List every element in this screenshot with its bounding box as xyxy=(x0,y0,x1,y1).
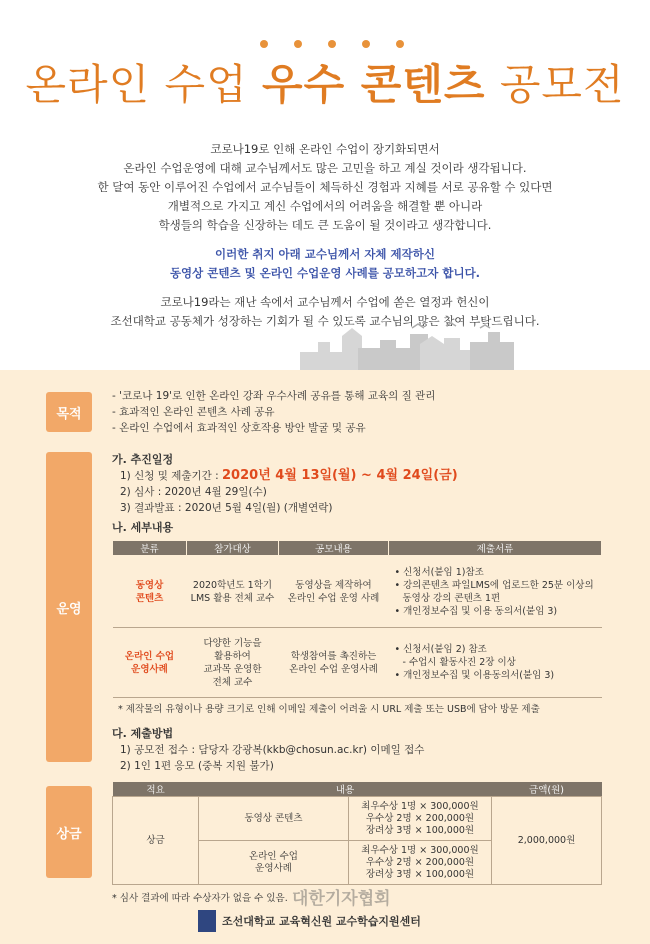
title-highlight: 우수 콘텐츠 xyxy=(262,60,486,109)
intro-line: 학생들의 학습을 신장하는 데도 큰 도움이 될 것이라고 생각합니다. xyxy=(158,218,492,232)
purpose-item: - 온라인 수업에서 효과적인 상호작용 방안 발굴 및 공유 xyxy=(112,422,366,434)
detail-table xyxy=(112,540,602,698)
page-title xyxy=(0,52,650,112)
title-part1: 온라인 수업 xyxy=(25,60,262,109)
footer xyxy=(198,910,421,932)
prize-note: * 심사 결과에 따라 수상자가 없을 수 있음. xyxy=(112,893,288,904)
university-logo-icon xyxy=(198,910,216,932)
operation-section xyxy=(112,450,602,774)
table-header: 분류 xyxy=(113,541,187,556)
method-item: 1) 공모전 접수 : 담당자 강광복(kkb@chosun.ac.kr) 이메일 접수 xyxy=(120,744,425,756)
purpose-list xyxy=(112,388,435,436)
table-row xyxy=(113,628,602,698)
schedule-heading: 가. 추진일정 xyxy=(112,453,174,466)
intro-line: 코로나19라는 재난 속에서 교수님께서 수업에 쏟은 열정과 헌신이 xyxy=(160,295,490,309)
table-row xyxy=(113,797,602,841)
watermark: 대한기자협회 xyxy=(292,889,391,909)
schedule-item xyxy=(112,468,602,484)
prize-tab: 상금 xyxy=(46,786,92,878)
table-header-row xyxy=(113,782,602,797)
detail-heading: 나. 세부내용 xyxy=(112,521,174,534)
prize-category: 상금 xyxy=(113,797,199,885)
method-heading: 다. 제출방법 xyxy=(112,727,174,740)
category-cell: 동영상 콘텐츠 xyxy=(113,556,187,628)
table-header: 적요 xyxy=(113,782,199,797)
content-cell: 동영상을 제작하여 온라인 수업 운영 사례 xyxy=(279,556,389,628)
prize-type: 동영상 콘텐츠 xyxy=(199,797,349,841)
intro-line: 온라인 수업운영에 대해 교수님께서도 많은 고민을 하고 계실 것이라 생각됩니다. xyxy=(123,161,527,175)
purpose-item: - '코로나 19'로 인한 온라인 강좌 우수사례 공유를 통해 교육의 질 관리 xyxy=(112,390,436,402)
schedule-label: 1) 신청 및 제출기간 : xyxy=(120,470,223,482)
dot xyxy=(294,40,302,48)
award-list: 최우수상 1명 × 300,000원 우수상 2명 × 200,000원 장려상 3명 × 100,000원 xyxy=(349,841,492,885)
target-cell: 다양한 기능을 활용하여 교과목 운영한 전체 교수 xyxy=(187,628,279,698)
schedule-period: 2020년 4월 13일(월) ~ 4월 24일(금) xyxy=(222,468,458,483)
table-header: 참가대상 xyxy=(187,541,279,556)
operation-tab: 운영 xyxy=(46,452,92,762)
footer-org: 조선대학교 교육혁신원 교수학습지원센터 xyxy=(222,915,421,928)
docs-cell: • 신청서(붙임 1)참조 • 강의콘텐츠 파일LMS에 업로드한 25분 이상의 동영상 강의 콘텐츠 1편 • 개인정보수집 및 이용 동의서(붙임 3) xyxy=(389,556,602,628)
docs-cell: • 신청서(붙임 2) 참조 - 수업시 활동사진 2장 이상 • 개인정보수집 및 이용동의서(붙임 3) xyxy=(389,628,602,698)
intro-line: 한 달여 동안 이루어진 수업에서 교수님들이 체득하신 경험과 지혜를 서로 공유할 수 있다면 xyxy=(97,180,553,194)
content-cell: 학생참여를 촉진하는 온라인 수업 운영사례 xyxy=(279,628,389,698)
target-cell: 2020학년도 1학기 LMS 활용 전체 교수 xyxy=(187,556,279,628)
table-header-row xyxy=(113,541,602,556)
dot xyxy=(328,40,336,48)
award-list: 최우수상 1명 × 300,000원 우수상 2명 × 200,000원 장려상 3명 × 100,000원 xyxy=(349,797,492,841)
purpose-tab: 목적 xyxy=(46,392,92,432)
table-row xyxy=(113,556,602,628)
schedule-item: 2) 심사 : 2020년 4월 29일(수) xyxy=(120,486,267,498)
prize-type: 온라인 수업 운영사례 xyxy=(199,841,349,885)
intro-text xyxy=(0,140,650,331)
prize-total: 2,000,000원 xyxy=(492,797,602,885)
title-part3: 공모전 xyxy=(485,60,625,109)
table-header: 금액(원) xyxy=(492,782,602,797)
intro-line: 코로나19로 인해 온라인 수업이 장기화되면서 xyxy=(210,142,440,156)
intro-highlight-line: 이러한 취지 아래 교수님께서 자체 제작하신 xyxy=(215,247,435,261)
intro-line: 조선대학교 공동체가 성장하는 기회가 될 수 있도록 교수님의 많은 참여 부탁드립니다. xyxy=(110,314,540,328)
table-header: 내용 xyxy=(199,782,492,797)
intro-highlight-line: 동영상 콘텐츠 및 온라인 수업운영 사례를 공모하고자 합니다. xyxy=(169,266,481,280)
dot xyxy=(362,40,370,48)
townscape-illustration xyxy=(300,322,520,370)
table-header: 공모내용 xyxy=(279,541,389,556)
dot xyxy=(260,40,268,48)
method-item: 2) 1인 1편 응모 (중복 지원 불가) xyxy=(120,760,274,772)
schedule-item: 3) 결과발표 : 2020년 5월 4일(월) (개별연락) xyxy=(120,502,333,514)
prize-table xyxy=(112,782,602,885)
table-header: 제출서류 xyxy=(389,541,602,556)
dot xyxy=(396,40,404,48)
decorative-dots xyxy=(260,40,404,48)
category-cell: 온라인 수업 운영사례 xyxy=(113,628,187,698)
purpose-item: - 효과적인 온라인 콘텐츠 사례 공유 xyxy=(112,406,275,418)
header-area xyxy=(0,0,650,370)
intro-line: 개별적으로 가지고 계신 수업에서의 어려움을 해결할 뿐 아니라 xyxy=(167,199,483,213)
operation-note: * 제작물의 유형이나 용량 크기로 인해 이메일 제출이 어려울 시 URL 제출 또는 USB에 담아 방문 제출 xyxy=(118,704,540,715)
